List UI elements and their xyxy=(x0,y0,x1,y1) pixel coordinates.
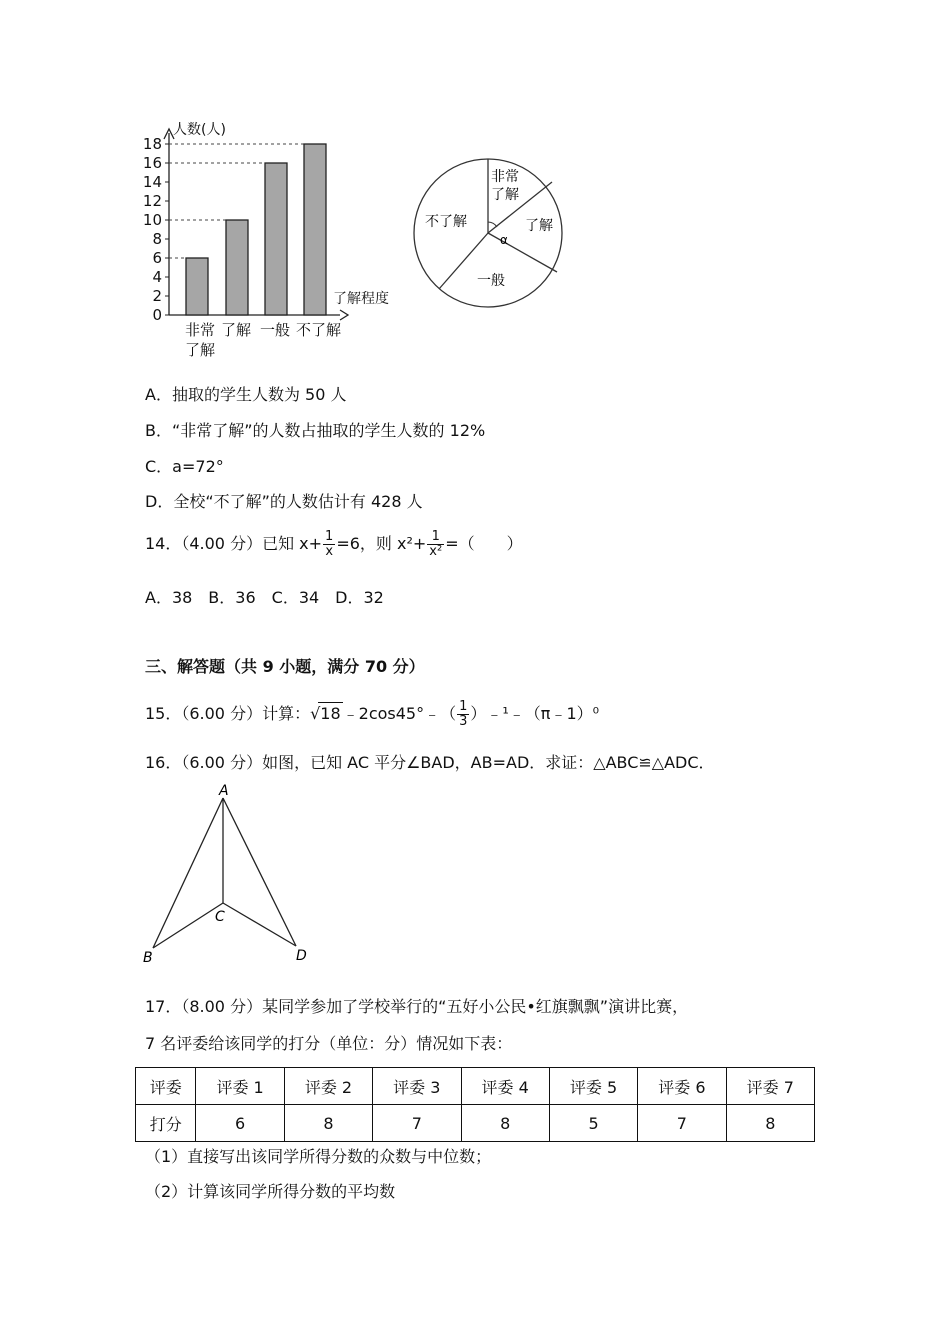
q15-fraction: $\frac{1}{3}$ xyxy=(459,699,468,729)
q17-sub2: （2）计算该同学所得分数的平均数 xyxy=(145,1182,396,1201)
q13-option-b: B．“非常了解”的人数占抽取的学生人数的 12% xyxy=(145,421,486,440)
bar-chart xyxy=(135,115,410,365)
table-cell: 7 xyxy=(638,1105,726,1142)
pie-radius-lower-right xyxy=(488,233,557,272)
y-tick-label: 2 xyxy=(152,287,162,305)
y-tick-label: 14 xyxy=(142,173,162,191)
q17-line2: 7 名评委给该同学的打分（单位：分）情况如下表： xyxy=(145,1034,513,1053)
bar xyxy=(226,220,248,315)
q15-mid: ﹣2cos45°﹣（ xyxy=(342,704,457,723)
point-label-a: A xyxy=(219,783,229,799)
y-tick-label: 6 xyxy=(152,249,162,267)
y-tick-label: 8 xyxy=(152,230,162,248)
pie-label-very-2: 了解 xyxy=(491,187,519,203)
bar xyxy=(265,163,287,315)
q13-option-c: C．a=72° xyxy=(145,457,224,476)
pie-label-not: 不了解 xyxy=(425,214,467,230)
pie-angle-label: α xyxy=(500,233,508,247)
bar xyxy=(186,258,208,315)
pie-label-average: 一般 xyxy=(477,273,505,289)
table-cell: 7 xyxy=(373,1105,461,1142)
pie-label-very-1: 非常 xyxy=(491,169,519,185)
category-label: 非常 xyxy=(185,321,216,339)
q13-option-d: D．全校“不了解”的人数估计有 428 人 xyxy=(145,492,423,511)
table-cell: 8 xyxy=(284,1105,372,1142)
q14-middle: =6，则 x²+ xyxy=(336,534,427,553)
pie-chart xyxy=(405,150,575,310)
y-tick-label: 12 xyxy=(142,192,162,210)
q14-stem xyxy=(145,530,523,559)
table-cell: 评委 xyxy=(136,1068,196,1105)
category-label: 一般 xyxy=(260,321,291,339)
q13-option-a: A．抽取的学生人数为 50 人 xyxy=(145,385,347,404)
q15-prefix: 15．（6.00 分）计算： xyxy=(145,704,311,723)
y-tick-label: 18 xyxy=(142,135,162,153)
table-cell: 评委 3 xyxy=(373,1068,461,1105)
table-cell: 评委 6 xyxy=(638,1068,726,1105)
table-cell: 8 xyxy=(726,1105,814,1142)
table-cell: 6 xyxy=(196,1105,284,1142)
q14-suffix: =（ ） xyxy=(445,534,523,553)
q14-fraction-1: $\frac{1}{x}$ xyxy=(325,529,334,559)
table-cell: 评委 1 xyxy=(196,1068,284,1105)
y-axis-label: 人数(人) xyxy=(173,122,226,138)
sqrt-icon: √ xyxy=(310,704,321,723)
y-tick-label: 4 xyxy=(152,268,162,286)
table-row xyxy=(136,1105,815,1142)
q14-options: A．38 B．36 C．34 D．32 xyxy=(145,588,384,607)
table-cell: 评委 4 xyxy=(461,1068,549,1105)
table-cell: 评委 2 xyxy=(284,1068,372,1105)
point-label-b: B xyxy=(143,950,153,966)
category-label: 了解 xyxy=(221,321,252,339)
q17-line1: 17．（8.00 分）某同学参加了学校举行的“五好小公民•红旗飘飘”演讲比赛， xyxy=(145,997,689,1016)
y-tick-label: 0 xyxy=(152,306,162,324)
category-label: 不了解 xyxy=(296,321,342,339)
bar xyxy=(304,144,326,315)
point-label-c: C xyxy=(215,909,225,925)
table-cell: 8 xyxy=(461,1105,549,1142)
y-tick-label: 10 xyxy=(142,211,162,229)
point-label-d: D xyxy=(296,948,307,964)
table-row xyxy=(136,1068,815,1105)
q15-stem xyxy=(145,700,599,729)
table-cell: 5 xyxy=(549,1105,637,1142)
q15-tail: ）﹣¹﹣（π﹣1）⁰ xyxy=(470,704,600,723)
q14-fraction-2: $\frac{1}{\text{x²}}$ xyxy=(429,529,443,559)
table-cell: 打分 xyxy=(136,1105,196,1142)
x-axis-arrow-icon xyxy=(340,310,348,320)
q16-geometry-figure xyxy=(138,780,318,970)
table-cell: 评委 7 xyxy=(726,1068,814,1105)
table-cell: 评委 5 xyxy=(549,1068,637,1105)
pie-label-know: 了解 xyxy=(525,218,553,234)
score-table xyxy=(135,1067,815,1142)
x-axis-label: 了解程度 xyxy=(333,291,389,307)
category-label: 了解 xyxy=(185,341,216,359)
q16-stem: 16．（6.00 分）如图，已知 AC 平分∠BAD，AB=AD．求证：△ABC≌△ADC． xyxy=(145,753,715,772)
section3-title: 三、解答题（共 9 小题，满分 70 分） xyxy=(145,657,425,676)
q15-sqrt-value: 18 xyxy=(320,704,341,723)
q17-sub1: （1）直接写出该同学所得分数的众数与中位数； xyxy=(145,1147,492,1166)
y-tick-label: 16 xyxy=(142,154,162,172)
q14-prefix: 14．（4.00 分）已知 x+ xyxy=(145,534,323,553)
